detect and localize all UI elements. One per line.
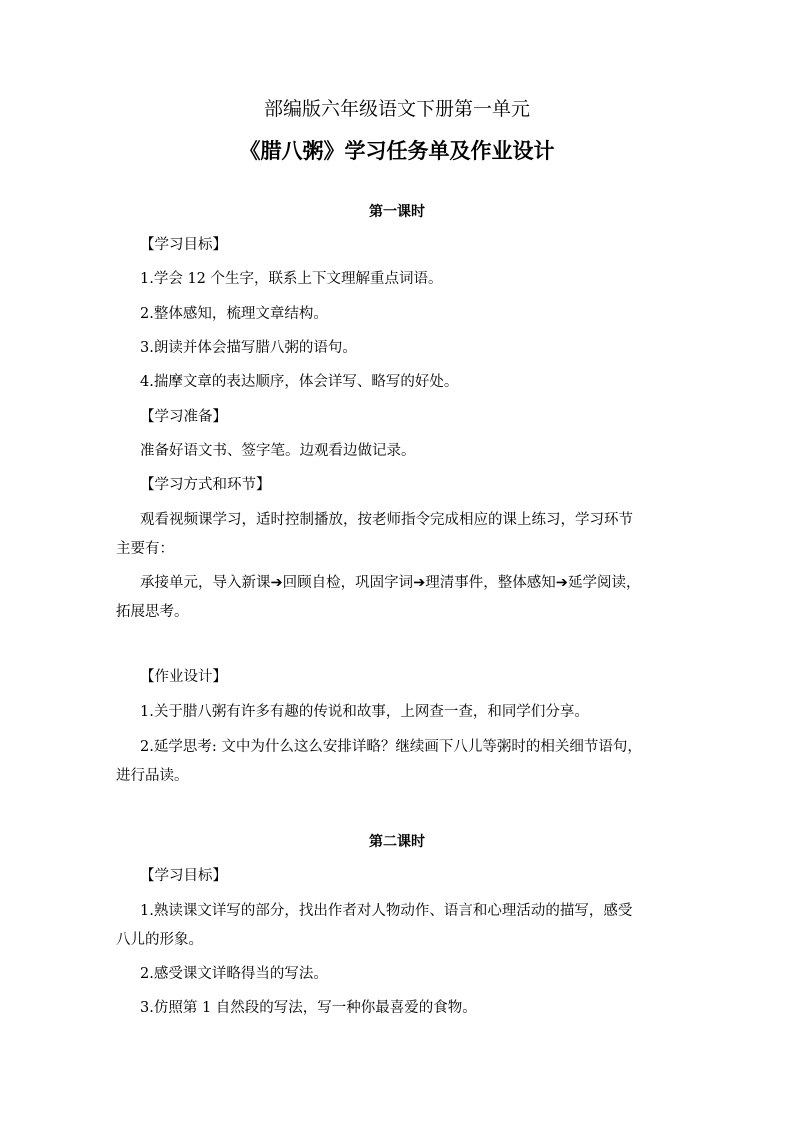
lesson2-goal-3: 3.仿照第 1 自然段的写法，写一种你最喜爱的食物。	[140, 1000, 477, 1016]
lesson1-method-label: 【学习方式和环节】	[140, 477, 271, 493]
lesson2-goal-1-line2: 八儿的形象。	[116, 932, 203, 948]
lesson1-homework-2-line1: 2.延学思考: 文中为什么这么安排详略？继续画下八儿等粥时的相关细节语句，	[140, 739, 642, 755]
document-title: 《腊八粥》学习任务单及作业设计	[239, 138, 555, 163]
lesson1-method-p1-line2: 主要有：	[116, 541, 174, 557]
lesson2-goal-2: 2.感受课文详略得当的写法。	[140, 966, 328, 982]
lesson1-goal-3: 3.朗读并体会描写腊八粥的语句。	[140, 340, 357, 356]
lesson1-goals-label: 【学习目标】	[140, 237, 227, 253]
lesson1-method-p1-line1: 观看视频课学习，适时控制播放，按老师指令完成相应的课上练习，学习环节	[140, 512, 633, 528]
document-subtitle: 部编版六年级语文下册第一单元	[263, 98, 530, 120]
lesson1-homework-label: 【作业设计】	[140, 669, 227, 685]
lesson1-heading: 第一课时	[369, 204, 425, 220]
lesson2-goal-1-line1: 1.熟读课文详写的部分，找出作者对人物动作、语言和心理活动的描写，感受	[140, 903, 633, 919]
lesson1-goal-1: 1.学会 12 个生字，联系上下文理解重点词语。	[140, 271, 443, 287]
lesson1-goal-2: 2.整体感知，梳理文章结构。	[140, 306, 328, 322]
lesson1-method-p2-line2: 拓展思考。	[116, 604, 189, 620]
lesson2-heading: 第二课时	[369, 834, 425, 850]
lesson1-goal-4: 4.揣摩文章的表达顺序，体会详写、略写的好处。	[140, 374, 459, 390]
lesson2-goals-label: 【学习目标】	[140, 868, 227, 884]
lesson1-prep-label: 【学习准备】	[140, 409, 227, 425]
lesson1-homework-2-line2: 进行品读。	[116, 768, 189, 784]
lesson1-method-p2-line1: 承接单元，导入新课➔回顾自检，巩固字词➔理清事件，整体感知➔延学阅读，	[140, 575, 641, 591]
lesson1-prep-text: 准备好语文书、签字笔。边观看边做记录。	[140, 443, 416, 459]
lesson1-homework-1: 1.关于腊八粥有许多有趣的传说和故事，上网查一查，和同学们分享。	[140, 704, 589, 720]
